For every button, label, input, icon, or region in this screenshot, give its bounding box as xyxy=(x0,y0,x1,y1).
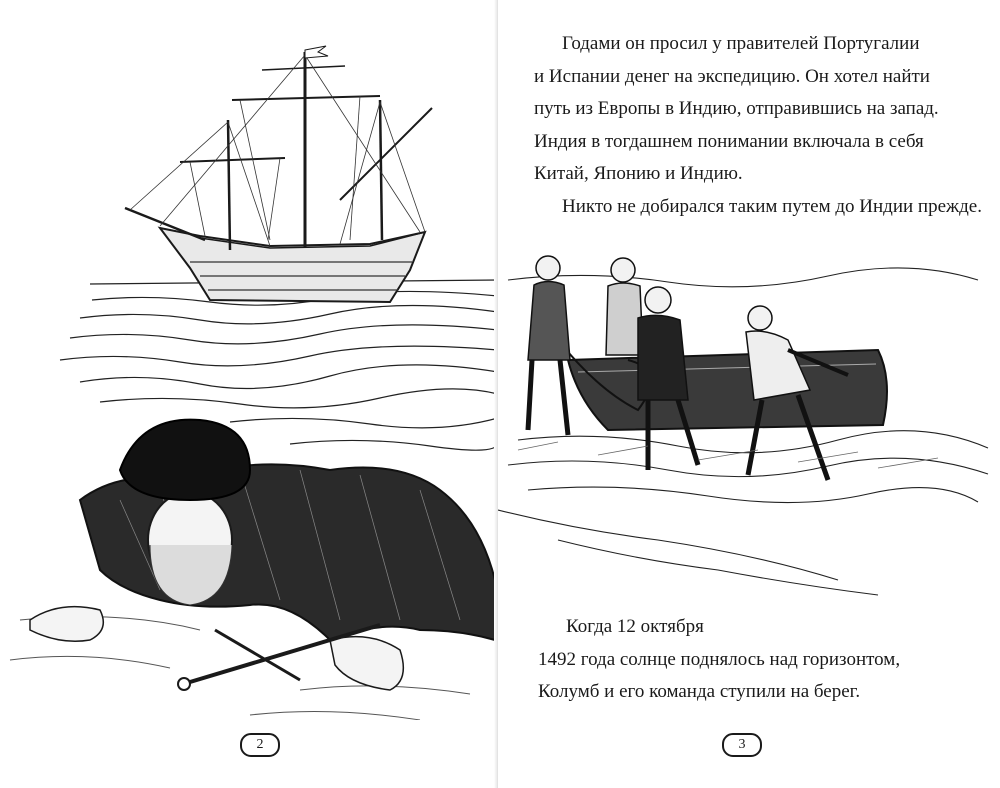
page-number-right: 3 xyxy=(722,733,762,757)
text-line: Годами он просил у правителей Португалии xyxy=(562,33,920,54)
kneeling-explorer-drawing xyxy=(30,420,495,690)
text-block-top xyxy=(534,28,982,224)
sea-waves xyxy=(60,280,498,450)
right-page xyxy=(498,0,1000,788)
text-line: Никто не добирался таким путем до Индии прежде. xyxy=(562,195,982,217)
text-line: Колумб и его команда ступили на берег. xyxy=(538,681,861,703)
text-line: Индия в тогдашнем понимании включала в себя xyxy=(534,130,924,152)
text-line: Китай, Японию и Индию. xyxy=(534,163,743,185)
page-number-left: 2 xyxy=(240,733,280,757)
text-block-bottom xyxy=(538,611,900,709)
left-page xyxy=(0,0,498,788)
text-line: и Испании денег на экспедицию. Он хотел найти xyxy=(534,65,930,87)
shore-water xyxy=(498,268,988,595)
text-line: 1492 года солнце поднялось над горизонтом, xyxy=(538,648,901,670)
text-line: Когда 12 октября xyxy=(566,616,704,637)
foam-hatching xyxy=(518,442,938,468)
rowboat-drawing xyxy=(568,350,887,430)
text-line: путь из Европы в Индию, отправившись на запад. xyxy=(534,98,939,120)
ship-and-columbus-illustration xyxy=(0,0,498,720)
sailors-boat-illustration xyxy=(498,240,1000,600)
ship-drawing xyxy=(125,46,432,302)
